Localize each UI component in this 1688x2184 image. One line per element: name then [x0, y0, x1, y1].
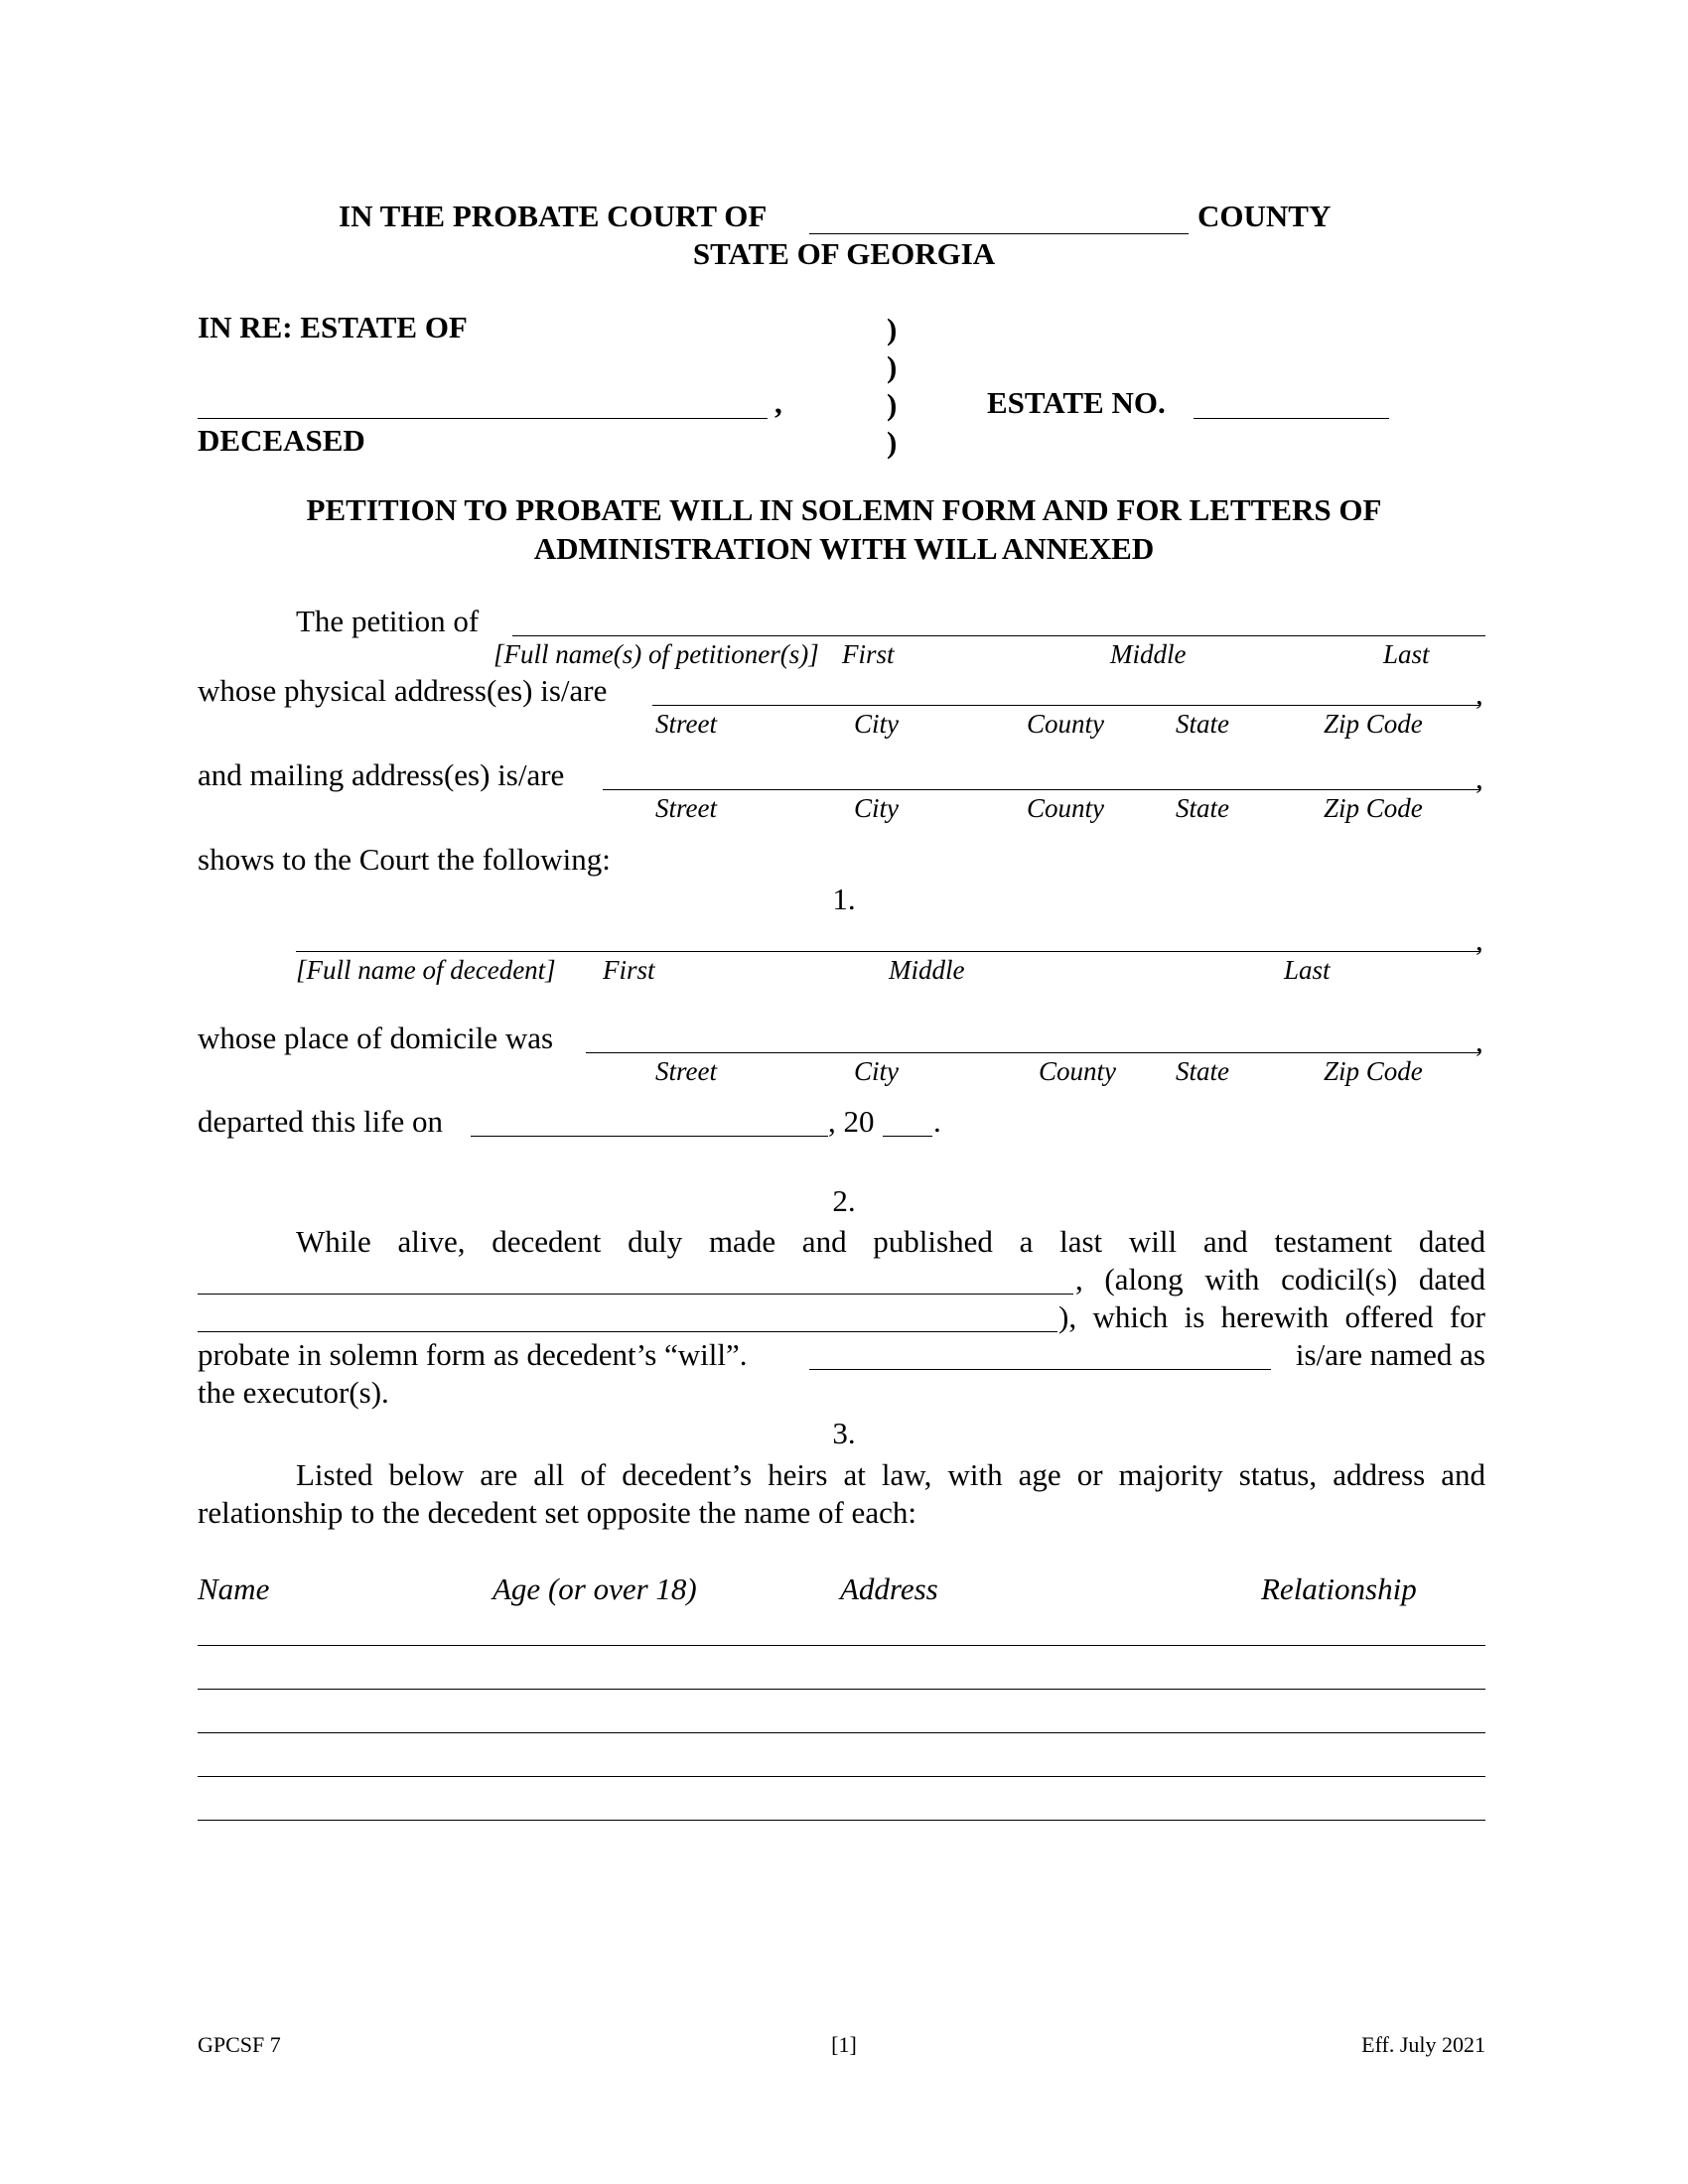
caption-paren: ) [887, 312, 898, 346]
petition-title-line1: PETITION TO PROBATE WILL IN SOLEMN FORM AND FOR LETTERS OF [306, 492, 1382, 527]
state-hint: State [1176, 1056, 1229, 1086]
offered-text: ), which is herewith offered for [1058, 1299, 1485, 1334]
column-relationship: Relationship [1261, 1571, 1417, 1606]
page-number: [1] [831, 2032, 857, 2057]
state-hint: State [1176, 709, 1229, 739]
death-date-period: . [933, 1104, 941, 1139]
will-date-field[interactable] [198, 1294, 1073, 1295]
executor-name-field[interactable] [809, 1369, 1271, 1370]
petition-of-label: The petition of [296, 604, 480, 638]
codicil-date-field[interactable] [198, 1331, 1057, 1332]
city-hint: City [854, 793, 899, 823]
street-hint: Street [655, 1056, 717, 1086]
estate-no-field[interactable] [1194, 418, 1389, 419]
physical-address-label: whose physical address(es) is/are [198, 673, 608, 708]
section-2-number: 2. [832, 1183, 856, 1218]
domicile-comma: , [1476, 1024, 1483, 1058]
city-hint: City [854, 1056, 899, 1086]
decedent-name-comma: , [1476, 922, 1483, 957]
decedent-middle-hint: Middle [889, 955, 965, 985]
petition-title-line2: ADMINISTRATION WITH WILL ANNEXED [533, 531, 1155, 566]
named-as-text: is/are named as [1295, 1337, 1485, 1372]
heir-row-line[interactable] [198, 1645, 1485, 1646]
form-id: GPCSF 7 [198, 2032, 281, 2057]
zip-hint: Zip Code [1324, 1056, 1423, 1086]
middle-name-hint: Middle [1110, 639, 1187, 669]
state-heading: STATE OF GEORGIA [692, 236, 996, 271]
in-re-label: IN RE: ESTATE OF [198, 310, 468, 344]
street-hint: Street [655, 709, 717, 739]
column-name: Name [198, 1571, 270, 1606]
heir-row-line[interactable] [198, 1732, 1485, 1733]
county-hint: County [1039, 1056, 1116, 1086]
decedent-first-hint: First [603, 955, 655, 985]
departed-label: departed this life on [198, 1104, 444, 1139]
estate-no-label: ESTATE NO. [987, 385, 1166, 420]
domicile-label: whose place of domicile was [198, 1021, 554, 1055]
caption-paren: ) [887, 349, 898, 384]
mailing-address-field[interactable] [603, 789, 1480, 790]
will-made-text: While alive, decedent duly made and published a last will and testament dated [296, 1224, 1485, 1259]
heir-row-line[interactable] [198, 1776, 1485, 1777]
county-hint: County [1027, 709, 1104, 739]
decedent-name-field[interactable] [296, 951, 1480, 952]
heirs-intro-line1: Listed below are all of decedent’s heirs at law, with age or majority status, address and [296, 1457, 1485, 1492]
death-year-field[interactable] [883, 1136, 932, 1137]
caption-paren: ) [887, 425, 898, 460]
column-age: Age (or over 18) [492, 1571, 697, 1606]
domicile-field[interactable] [586, 1052, 1480, 1053]
last-name-hint: Last [1383, 639, 1430, 669]
death-date-field[interactable] [471, 1136, 828, 1137]
state-hint: State [1176, 793, 1229, 823]
court-prefix: IN THE PROBATE COURT OF [339, 199, 768, 233]
county-field[interactable] [809, 233, 1189, 234]
first-name-hint: First [842, 639, 895, 669]
heir-row-line[interactable] [198, 1820, 1485, 1821]
zip-hint: Zip Code [1324, 793, 1423, 823]
caption-comma: , [774, 385, 782, 420]
physical-address-field[interactable] [652, 705, 1480, 706]
caption-paren: ) [887, 387, 898, 422]
decedent-hint: [Full name of decedent] [296, 955, 556, 985]
executors-text: the executor(s). [198, 1375, 389, 1410]
petitioner-name-field[interactable] [512, 635, 1485, 636]
shows-court-text: shows to the Court the following: [198, 842, 611, 877]
section-3-number: 3. [832, 1416, 856, 1450]
deceased-label: DECEASED [198, 423, 365, 458]
codicil-text: , (along with codicil(s) dated [1075, 1262, 1485, 1297]
section-1-number: 1. [832, 882, 856, 916]
physical-address-comma: , [1476, 676, 1483, 711]
year-prefix: , 20 [828, 1104, 875, 1139]
decedent-last-hint: Last [1284, 955, 1331, 985]
mailing-address-label: and mailing address(es) is/are [198, 757, 565, 792]
city-hint: City [854, 709, 899, 739]
zip-hint: Zip Code [1324, 709, 1423, 739]
mailing-address-comma: , [1476, 760, 1483, 795]
probate-text: probate in solemn form as decedent’s “will”. [198, 1337, 748, 1372]
heir-row-line[interactable] [198, 1689, 1485, 1690]
court-suffix: COUNTY [1197, 199, 1332, 233]
petitioner-hint: [Full name(s) of petitioner(s)] [493, 639, 819, 669]
street-hint: Street [655, 793, 717, 823]
effective-date: Eff. July 2021 [1361, 2032, 1485, 2057]
estate-name-field[interactable] [198, 418, 768, 419]
column-address: Address [840, 1571, 938, 1606]
heirs-intro-line2: relationship to the decedent set opposite the name of each: [198, 1495, 916, 1530]
county-hint: County [1027, 793, 1104, 823]
